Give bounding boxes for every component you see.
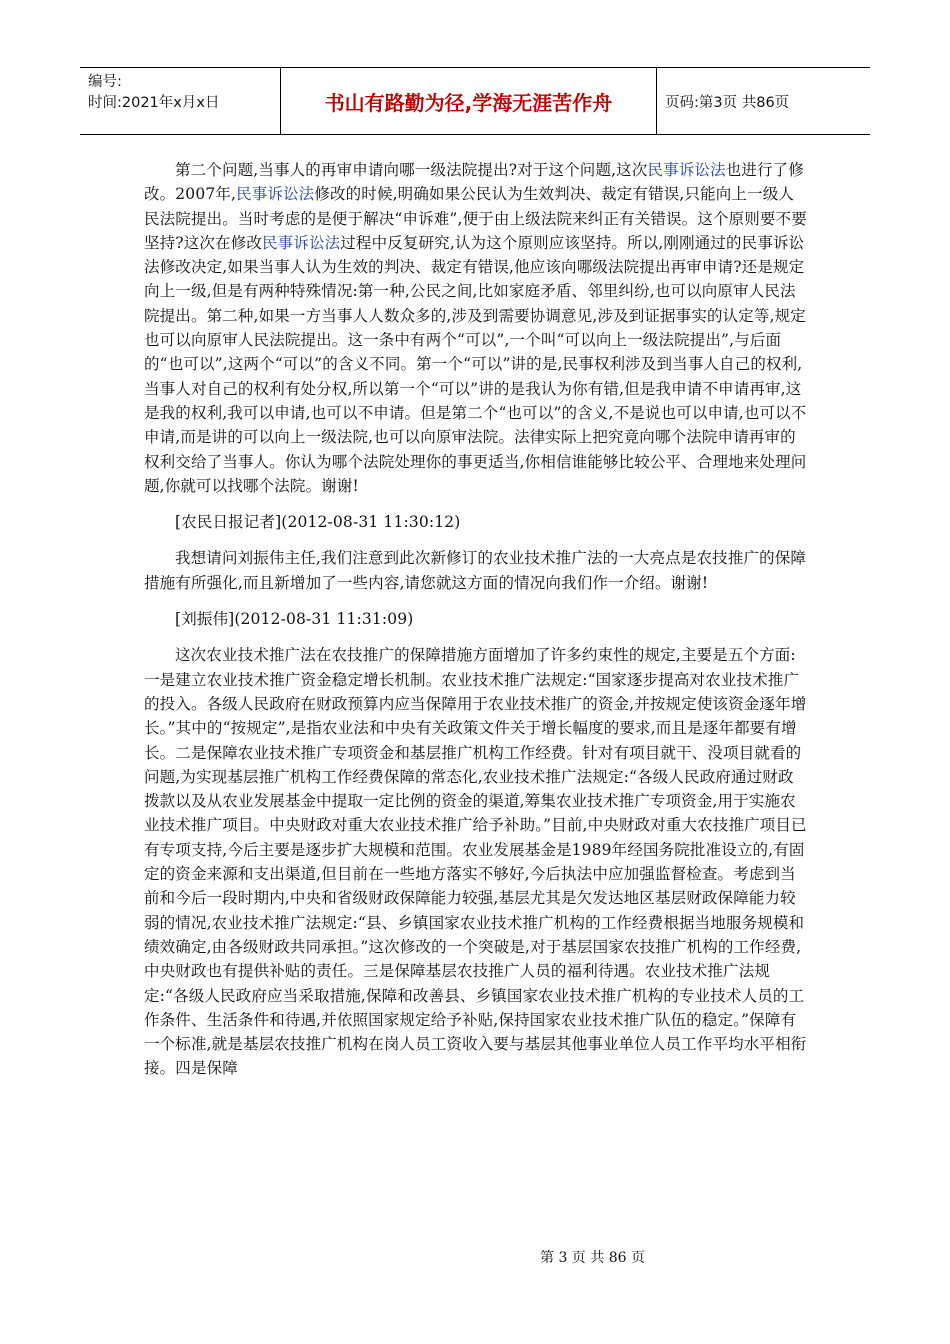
paragraph-retrial-answer (144, 158, 807, 498)
header-page-number: 页码:第3页 共86页 (665, 94, 790, 111)
document-body (144, 158, 807, 1081)
civil-procedure-law-link[interactable]: 民事诉讼法 (262, 233, 341, 252)
paragraph-agri-extension-answer: 这次农业技术推广法在农技推广的保障措施方面增加了许多约束性的规定,主要是五个方面:一是建立农业技术推广资金稳定增长机制。农业技术推广法规定:“国家逐步提高对农业技术推广的投入。各级人民政府在财政预算内应当保障用于农业技术推广的资金,并按规定使该资金逐年增长。”其中的“按规定”,是指农业法和中央有关政策文件关于增长幅度的要求,而且是逐年都要有增长。二是保障农业技术推广专项资金和基层推广机构工作经费。针对有项目就干、没项目就看的问题,为实现基层推广机构工作经费保障的常态化,农业技术推广法规定:“各级人民政府通过财政拨款以及从农业发展基金中提取一定比例的资金的渠道,筹集农业技术推广专项资金,用于实施农业技术推广项目。中央财政对重大农业技术推广给予补助。”目前,中央财政对重大农技推广项目已有专项支持,今后主要是逐步扩大规模和范围。农业发展基金是1989年经国务院批准设立的,有固定的资金来源和支出渠道,但目前在一些地方落实不够好,今后执法中应加强监督检查。考虑到当前和今后一段时期内,中央和省级财政保障能力较强,基层尤其是欠发达地区基层财政保障能力较弱的情况,农业技术推广法规定:“县、乡镇国家农业技术推广机构的工作经费根据当地服务规模和绩效确定,由各级财政共同承担。”这次修改的一个突破是,对于基层国家农技推广机构的工作经费,中央财政也有提供补贴的责任。三是保障基层农技推广人员的福利待遇。农业技术推广法规定:“各级人民政府应当采取措施,保障和改善县、乡镇国家农业技术推广机构的专业技术人员的工作条件、生活条件和待遇,并依照国家规定给予补贴,保持国家农业技术推广队伍的稳定。”保障有一个标准,就是基层农技推广机构在岗人员工资收入要与基层其他事业单位人员工作平均水平相衔接。四是保障 (144, 646, 807, 1078)
page-header (80, 67, 870, 135)
header-motto: 书山有路勤为径,学海无涯苦作舟 (281, 68, 657, 134)
document-number-label: 编号: (88, 74, 122, 90)
paragraph-text-segment: 修改的时候,明确如果公民认为生效判决、裁定有错误,只能向上一级人民法院提出。当时考虑的是便于解决“申诉难”,便于由上级法院来纠正有关错误。这个原则要不要坚持?这次在修改 (144, 185, 807, 252)
paragraph-reporter-question: 我想请问刘振伟主任,我们注意到此次新修订的农业技术推广法的一大亮点是农技推广的保障措施有所强化,而且新增加了一些内容,请您就这方面的情况向我们作一介绍。谢谢! (144, 549, 807, 592)
document-time-label: 时间:2021年x月x日 (88, 95, 220, 111)
speaker-line-reporter: [农民日报记者](2012-08-31 11:30:12) (175, 513, 461, 532)
page-footer: 第 3 页 共 86 页 (540, 1250, 645, 1266)
header-meta (80, 68, 281, 134)
speaker-line-liu-zhenwei: [刘振伟](2012-08-31 11:31:09) (175, 610, 414, 629)
civil-procedure-law-link[interactable]: 民事诉讼法 (647, 161, 726, 179)
civil-procedure-law-link[interactable]: 民事诉讼法 (236, 185, 315, 204)
paragraph-text-segment: 过程中反复研究,认为这个原则应该坚持。所以,刚刚通过的民事诉讼法修改决定,如果当事人认为生效的判决、裁定有错误,他应该向哪级法院提出再审申请?还是规定向上一级,但是有两种特殊情况:第一种,公民之间,比如家庭矛盾、邻里纠纷,也可以向原审人民法院提出。第二种,如果一方当事人人数众多的,涉及到需要协调意见,涉及到证据事实的认定等,规定也可以向原审人民法院提出。这一条中有两个“可以”,一个叫“可以向上一级法院提出”,与后面的“也可以”,这两个“可以”的含义不同。第一个“可以”讲的是,民事权利涉及到当事人自己的权利,当事人对自己的权利有处分权,所以第一个“可以”讲的是我认为你有错,但是我申请不申请再审,这是我的权利,我可以申请,也可以不申请。但是第二个“也可以”的含义,不是说也可以申请,也可以不申请,而是讲的可以向上一级法院,也可以向原审法院。法律实际上把究竟向哪个法院申请再审的权利交给了当事人。你认为哪个法院处理你的事更适当,你相信谁能够比较公平、合理地来处理问题,你就可以找哪个法院。谢谢! (144, 233, 807, 495)
paragraph-text-segment: 也进行了修改。2007年, (144, 161, 804, 204)
paragraph-text-segment: 第二个问题,当事人的再审申请向哪一级法院提出?对于这个问题,这次 (175, 161, 648, 179)
